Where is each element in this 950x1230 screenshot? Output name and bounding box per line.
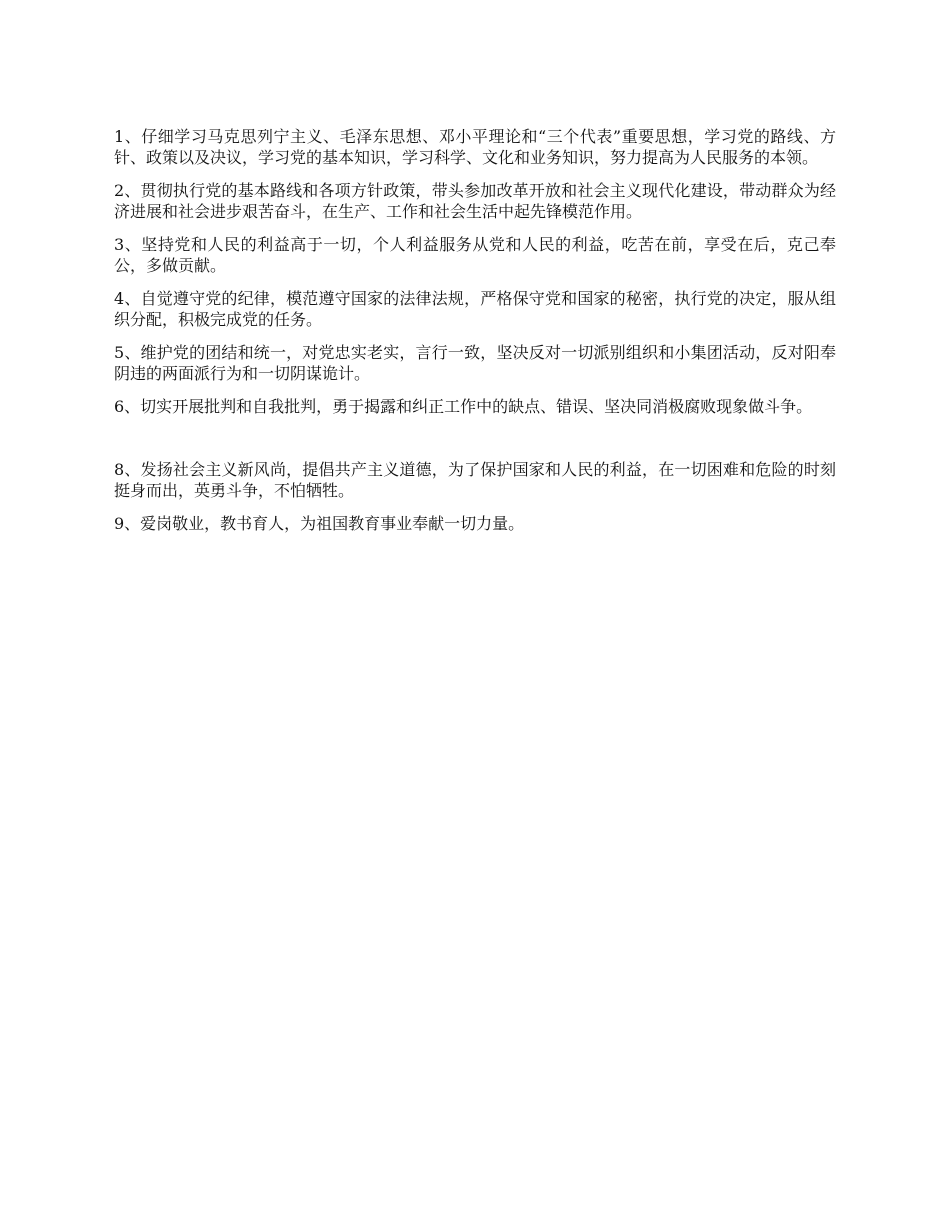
- paragraph-9: 9、爱岗敬业，教书育人，为祖国教育事业奉献一切力量。: [114, 514, 525, 533]
- paragraph-6: 6、切实开展批判和自我批判，勇于揭露和纠正工作中的缺点、错误、坚决同消极腐败现象做斗争。: [114, 397, 813, 416]
- paragraph-2: 2、贯彻执行党的基本路线和各项方针政策，带头参加改革开放和社会主义现代化建设，带动群众为经济进展和社会进步艰苦奋斗，在生产、工作和社会生活中起先锋模范作用。: [114, 181, 836, 221]
- paragraph-4: 4、自觉遵守党的纪律，模范遵守国家的法律法规，严格保守党和国家的秘密，执行党的决定，服从组织分配，积极完成党的任务。: [114, 289, 836, 329]
- paragraph-gap: [114, 429, 836, 459]
- paragraph-1: 1、仔细学习马克思列宁主义、毛泽东思想、邓小平理论和“三个代表”重要思想，学习党的路线、方针、政策以及决议，学习党的基本知识，学习科学、文化和业务知识，努力提高为人民服务的本领。: [114, 127, 836, 167]
- paragraph-8: 8、发扬社会主义新风尚，提倡共产主义道德，为了保护国家和人民的利益，在一切困难和危险的时刻挺身而出，英勇斗争，不怕牺牲。: [114, 460, 836, 500]
- paragraph-5: 5、维护党的团结和统一，对党忠实老实，言行一致，坚决反对一切派别组织和小集团活动，反对阳奉阴违的两面派行为和一切阴谋诡计。: [114, 343, 836, 383]
- paragraph-3: 3、坚持党和人民的利益高于一切，个人利益服务从党和人民的利益，吃苦在前，享受在后，克己奉公，多做贡献。: [114, 235, 836, 275]
- document-body: [114, 126, 836, 546]
